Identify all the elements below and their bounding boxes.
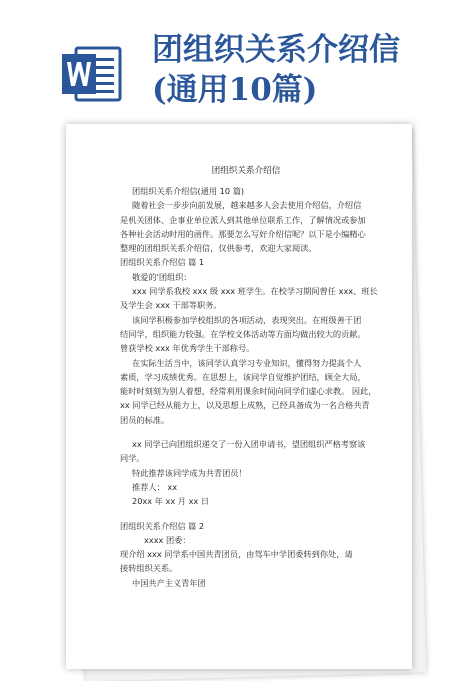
section-line: 及学生会 xxx 干部等职务。 [120, 300, 222, 311]
section-line: 特此推荐该同学成为共青团员！ [132, 467, 247, 478]
section-line: 在实际生活当中，该同学认真学习专业知识，懂得努力提高个人 [132, 357, 362, 368]
document-page [66, 124, 412, 669]
section-greeting: xxxx 团委： [144, 534, 191, 545]
intro-line: 随着社会一步步向前发展，越来越多人会去使用介绍信，介绍信 [132, 200, 362, 211]
section-line: 中国共产主义青年团 [132, 577, 206, 588]
section-line: 团员的标准。 [120, 414, 170, 425]
document-preview [66, 124, 412, 669]
section-greeting: 敬爱的'团组织： [132, 271, 192, 282]
section-line: 现介绍 xxx 同学系中国共青团员，由驾车中学团委转到你处，请 [120, 549, 353, 560]
section-heading: 团组织关系介绍信 篇 2 [120, 520, 205, 531]
section-heading: 团组织关系介绍信 篇 1 [120, 257, 205, 268]
section-line: xx 同学已向团组织递交了一份入团申请书，望团组织严格考察该 [132, 439, 366, 450]
section-line: 曾获学校 xxx 年优秀学生干部称号。 [120, 343, 255, 354]
banner-title-line2: (通用10篇) [152, 72, 318, 108]
document-title: 团组织关系介绍信 [211, 166, 281, 176]
banner-title [152, 30, 462, 110]
word-document-icon [60, 42, 124, 106]
banner-title-line1: 团组织关系介绍信 [152, 32, 400, 68]
section-line: 能时时刻刻为别人着想，经常利用课余时间向同学们虚心求教。 因此， [120, 386, 377, 397]
section-line: 结同学，组织能力较强。在学校文体活动等方面均做出较大的贡献。 [120, 328, 366, 339]
section-line: 接转组织关系。 [120, 563, 178, 574]
section-line: 同学。 [120, 453, 145, 464]
section-line: 该同学积极参加学校组织的各项活动，表现突出。在班级善于团 [132, 314, 362, 325]
date-line: 20xx 年 xx 月 xx 日 [132, 496, 210, 507]
section-line: 素质，学习成绩优秀。在思想上，该同学自觉维护团结，顾全大局， [120, 371, 366, 382]
recommender-line: 推荐人： xx [132, 481, 178, 492]
intro-line: 整理的团组织关系介绍信，仅供参考，欢迎大家阅读。 [120, 243, 317, 254]
intro-line: 各种社会活动时用的函件。那要怎么写好介绍信呢？以下是小编精心 [120, 228, 366, 239]
section-line: xxx 同学系我校 xxx 级 xxx 班学生。在校学习期间曾任 xxx、班长 [132, 286, 378, 297]
intro-line: 团组织关系介绍信(通用 10 篇) [132, 186, 245, 196]
section-line: xx 同学已经从能力上，以及思想上成熟，已经具备成为一名合格共青 [120, 400, 370, 411]
banner [0, 0, 474, 128]
intro-line: 是机关团体、企事业单位派人到其他单位联系工作，了解情况或参加 [120, 214, 366, 225]
document-body [120, 164, 378, 590]
